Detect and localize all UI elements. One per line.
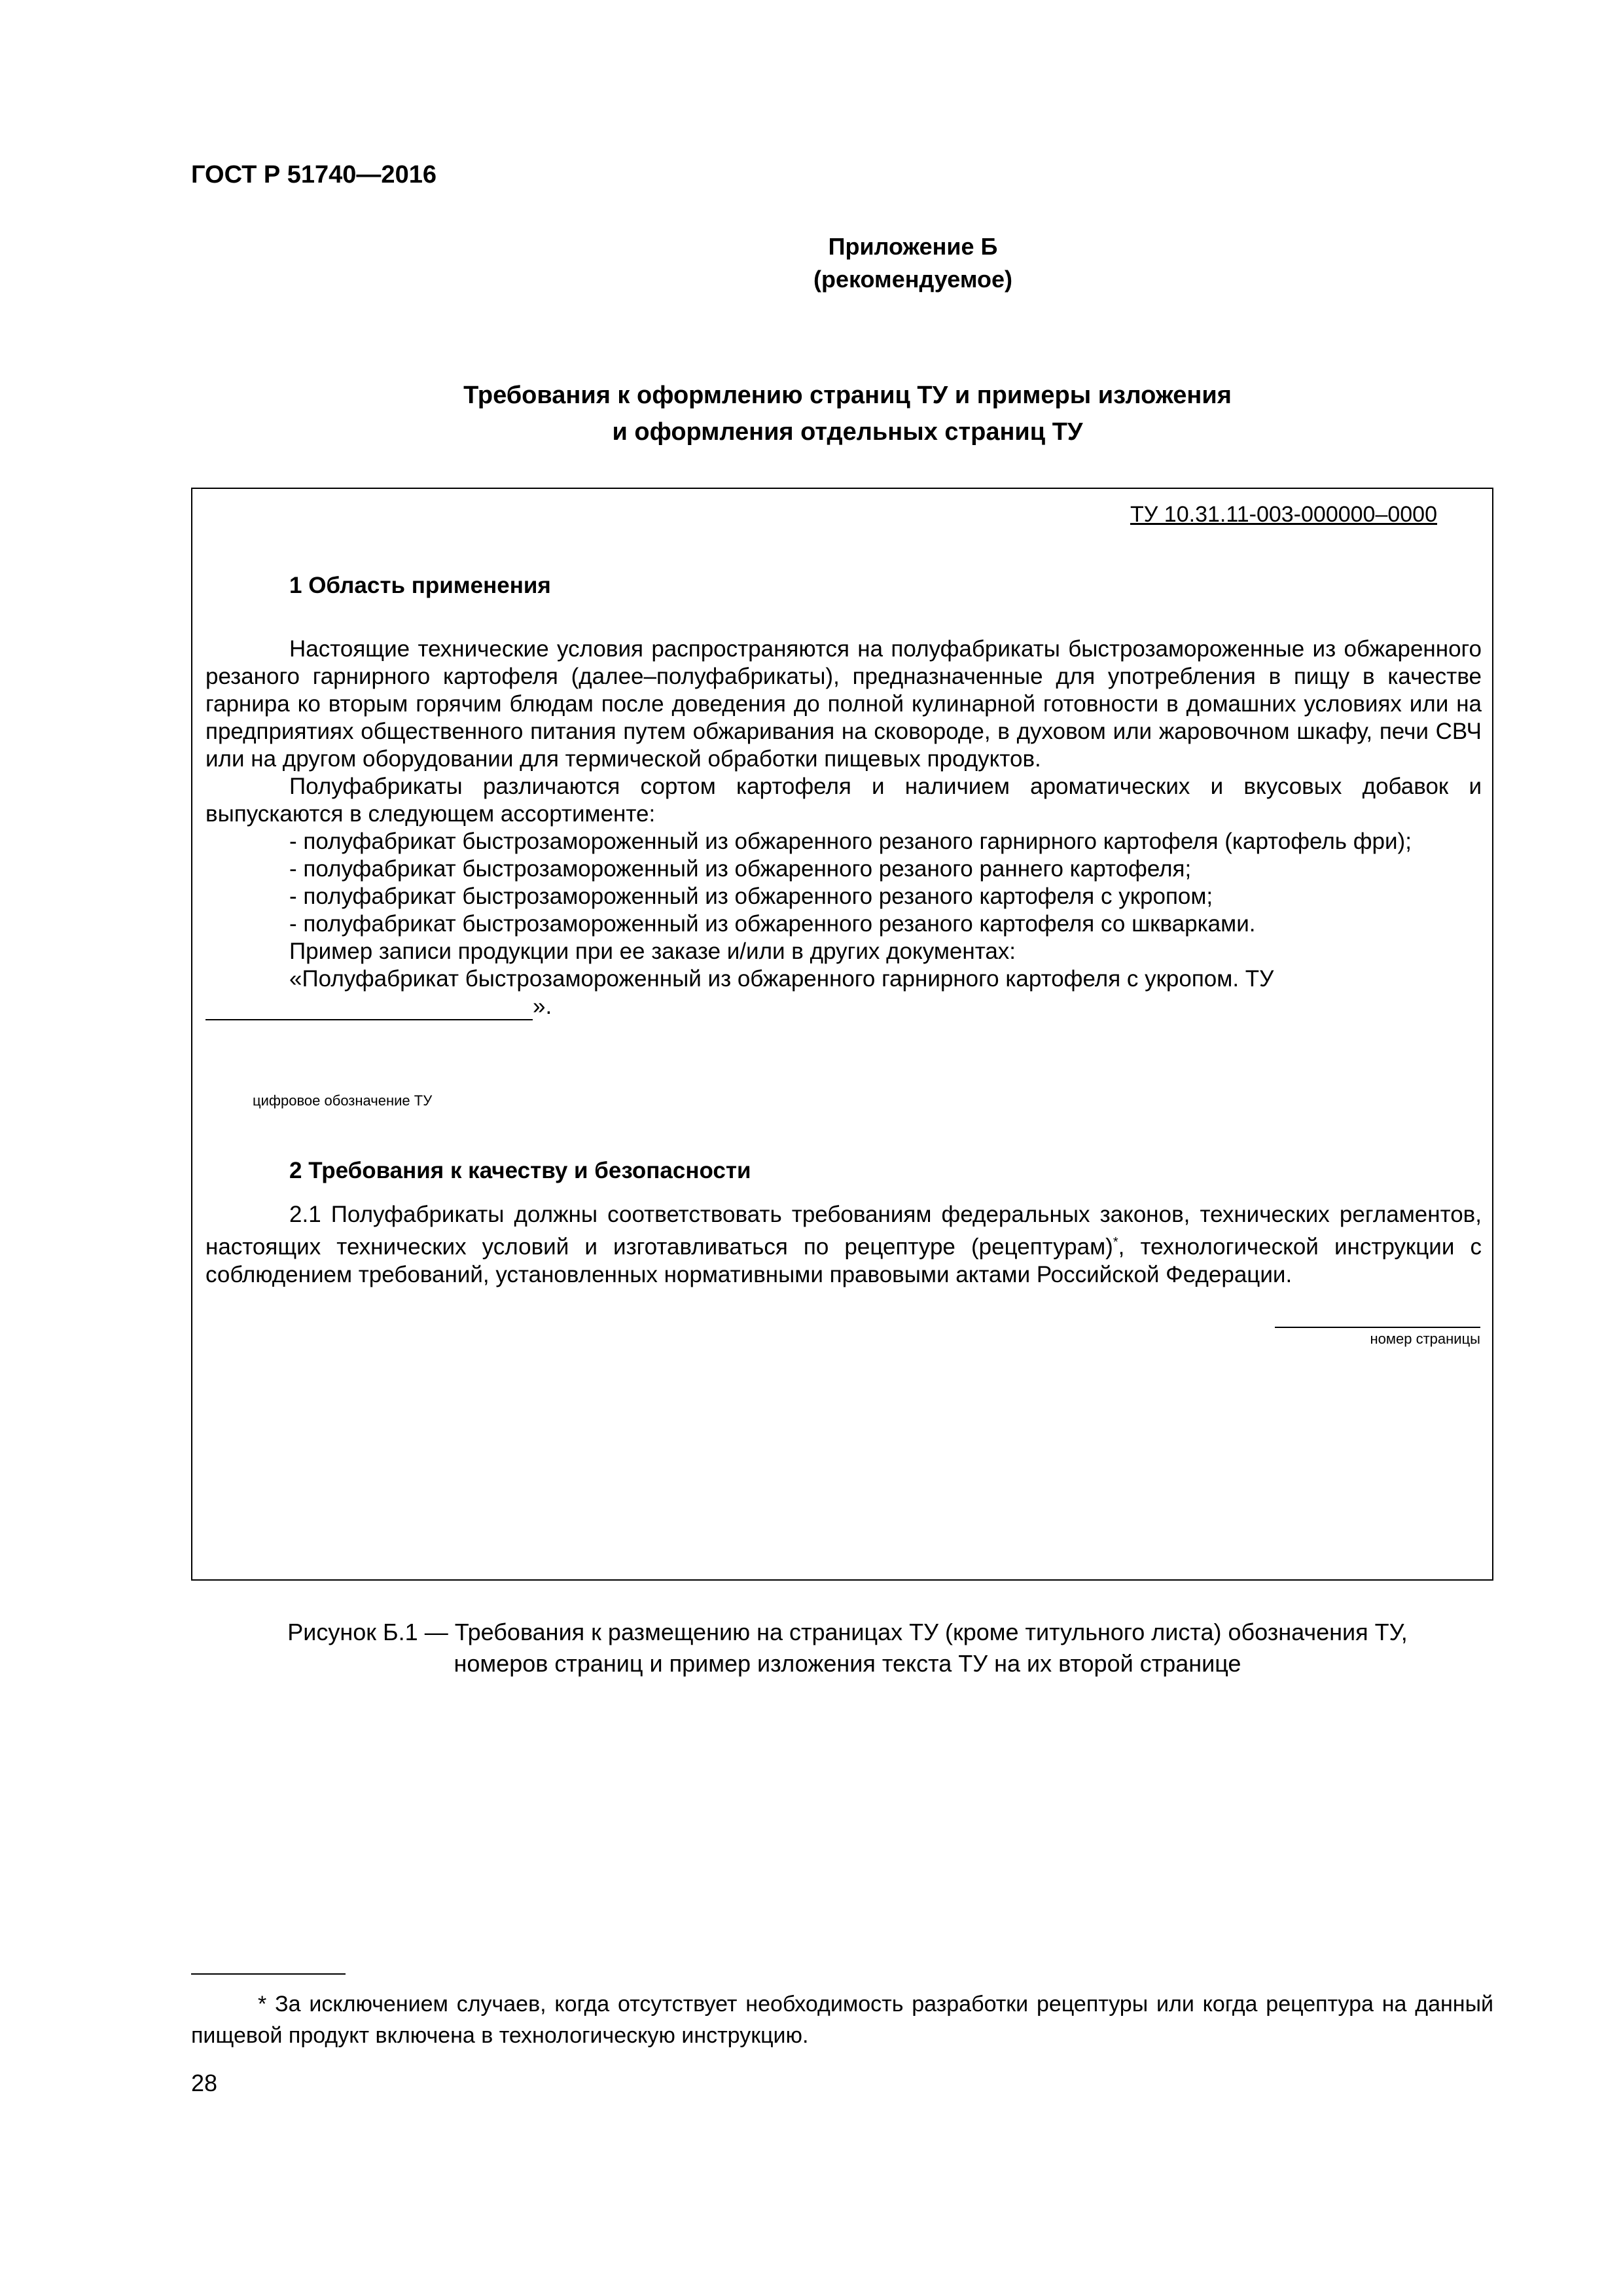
- paragraph: [205, 1201, 1482, 1289]
- list-item: - полуфабрикат быстрозамороженный из обжаренного резаного раннего картофеля;: [289, 856, 1192, 882]
- footnote-mark: *: [1113, 1235, 1118, 1249]
- footnote: * За исключением случаев, когда отсутствует необходимость разработки рецептуры или когда рецептура на данный пищевой продукт включена в технологическую инструкцию.: [191, 1992, 1493, 2048]
- list-item: - полуфабрикат быстрозамороженный из обжаренного резаного картофеля со шкварками.: [289, 911, 1256, 937]
- annex-title: Приложение Б: [828, 233, 998, 260]
- example-end: ».: [533, 994, 552, 1019]
- document-code: ГОСТ Р 51740—2016: [191, 161, 437, 188]
- figure-caption-line-1: Рисунок Б.1 — Требования к размещению на страницах ТУ (кроме титульного листа) обозначения ТУ,: [287, 1619, 1408, 1645]
- annex-status: (рекомендуемое): [813, 266, 1012, 293]
- figure-caption: [0, 1617, 1623, 1679]
- page-number: 28: [191, 2070, 218, 2096]
- footnote-divider: [191, 1973, 346, 1975]
- figure-frame: [191, 488, 1493, 1581]
- page-number-placeholder: номер страницы: [1275, 1327, 1480, 1348]
- page-title: [0, 377, 1623, 450]
- paragraph: Пример записи продукции при ее заказе и/или в других документах:: [289, 939, 1016, 964]
- paragraph: Полуфабрикаты различаются сортом картофеля и наличием ароматических и вкусовых добавок и выпускаются в следующем ассортименте:: [205, 774, 1482, 827]
- figure-caption-line-2: номеров страниц и пример изложения текста ТУ на их второй странице: [454, 1650, 1241, 1677]
- annex-heading: [0, 230, 1623, 296]
- section-2-body: [205, 1201, 1482, 1289]
- paragraph-text: 2.1 Полуфабрикаты должны соответствовать требованиям федеральных законов, технических регламентов, настоящих технических условий и изготавливаться по рецептуре (рецептурам): [205, 1202, 1482, 1260]
- list-item: - полуфабрикат быстрозамороженный из обжаренного резаного гарнирного картофеля (картофель фри);: [289, 829, 1412, 854]
- fill-in-row: [205, 993, 1482, 1020]
- section-2-heading: 2 Требования к качеству и безопасности: [289, 1158, 751, 1183]
- page-title-line-2: и оформления отдельных страниц ТУ: [612, 418, 1083, 446]
- section-1-body: [205, 636, 1482, 1020]
- section-1-heading: 1 Область применения: [289, 573, 551, 598]
- list-item: - полуфабрикат быстрозамороженный из обжаренного резаного картофеля с укропом;: [289, 884, 1213, 909]
- page-title-line-1: Требования к оформлению страниц ТУ и примеры изложения: [463, 382, 1232, 409]
- paragraph: «Полуфабрикат быстрозамороженный из обжаренного гарнирного картофеля с укропом. ТУ: [289, 966, 1274, 992]
- digital-designation-caption: цифровое обозначение ТУ: [253, 1092, 433, 1109]
- paragraph: Настоящие технические условия распространяются на полуфабрикаты быстрозамороженные из обжаренного резаного гарнирного картофеля (далее–полуфабрикаты), предназначенные для употребления в пищу в качестве гарнира ко вторым горячим блюдам после доведения до полной кулинарной готовности в домашних условиях или на предприятиях общественного питания путем обжаривания на сковороде, в духовом или жаровочном шкафу, печи СВЧ или на другом оборудовании для термической обработки пищевых продуктов.: [205, 636, 1482, 772]
- paragraph-text: , технологической инструкции с соблюдением требований, установленных нормативными правовыми актами Российской Федерации.: [205, 1234, 1482, 1287]
- tu-designation: ТУ 10.31.11-003-000000–0000: [1130, 502, 1437, 527]
- fill-in-line: [205, 997, 533, 1020]
